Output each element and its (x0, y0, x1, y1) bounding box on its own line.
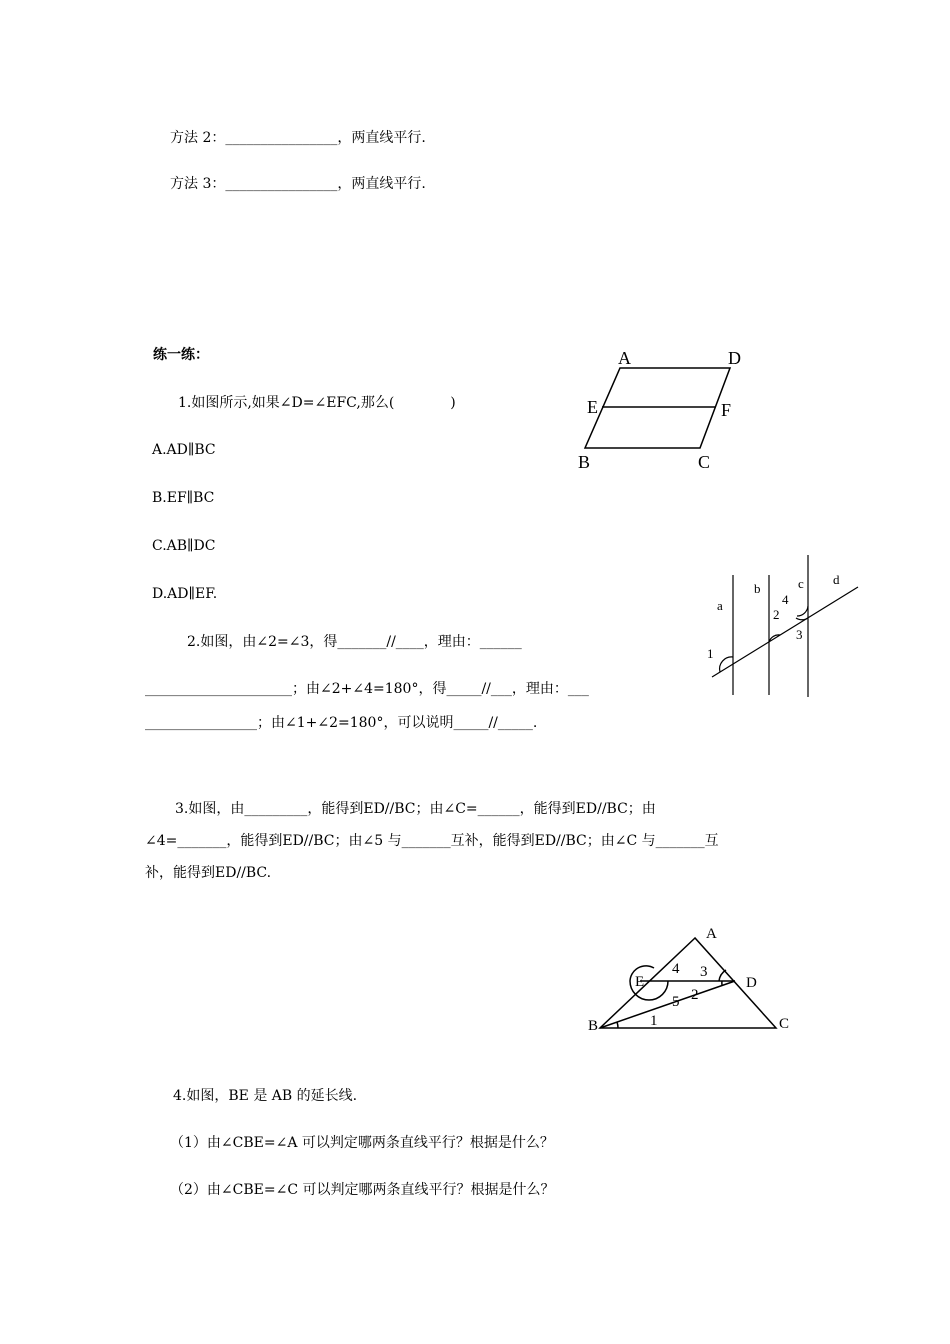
label-a: A (706, 926, 717, 942)
method-2: 方法 2：________________，两直线平行. (170, 130, 426, 146)
q4-stem: 4.如图，BE 是 AB 的延长线. (173, 1088, 358, 1104)
label-b: B (578, 452, 591, 472)
label-e: E (587, 397, 598, 417)
q4-sub-2: （2）由∠CBE=∠C 可以判定哪两条直线平行？根据是什么？ (170, 1182, 555, 1198)
angle-4-arc (797, 606, 808, 616)
label-1: 1 (707, 646, 714, 661)
figure-triangle (580, 918, 800, 1048)
label-4: 4 (782, 592, 789, 607)
q1-option-a: A.AD∥BC (152, 442, 216, 458)
q3-line-3: 补，能得到ED//BC. (145, 865, 272, 881)
method-3: 方法 3：________________，两直线平行. (170, 176, 426, 192)
label-2: 2 (691, 987, 699, 1003)
label-d: d (833, 572, 840, 587)
label-c: C (779, 1016, 790, 1032)
angle-1-arc (720, 657, 733, 672)
q2-line-2: _____________________；由∠2+∠4=180°，得_____//___，理由：___ (145, 681, 589, 697)
label-4: 4 (672, 961, 680, 977)
practice-heading: 练一练： (153, 347, 209, 363)
q1-option-b: B.EF∥BC (152, 490, 215, 506)
label-2: 2 (773, 607, 780, 622)
q1-option-d: D.AD∥EF. (152, 586, 218, 602)
label-5: 5 (672, 994, 680, 1010)
label-1: 1 (650, 1013, 658, 1029)
q1-stem: 1.如图所示,如果∠D=∠EFC,那么( ) (178, 395, 456, 411)
angle-1-arc (617, 1022, 618, 1028)
parallelogram-outline (585, 368, 730, 448)
label-c: C (698, 452, 711, 472)
q1-option-c: C.AB∥DC (152, 538, 216, 554)
label-d: D (746, 975, 757, 991)
label-a: A (618, 348, 631, 368)
label-3: 3 (796, 627, 803, 642)
label-d: D (728, 348, 741, 368)
q4-sub-1: （1）由∠CBE=∠A 可以判定哪两条直线平行？根据是什么？ (170, 1135, 554, 1151)
figure-parallelogram (570, 340, 760, 480)
label-b: B (588, 1018, 599, 1034)
q2-line-1: 2.如图，由∠2=∠3，得_______//____，理由：______ (187, 634, 522, 650)
q3-line-2: ∠4=_______，能得到ED//BC；由∠5 与_______互补，能得到ED//BC；由∠C 与_______互 (145, 833, 719, 849)
label-c: c (798, 576, 804, 591)
label-b: b (754, 581, 761, 596)
label-a: a (717, 598, 723, 613)
q3-line-1: 3.如图，由_________，能得到ED//BC；由∠C=______，能得到ED//BC；由 (175, 801, 656, 817)
label-3: 3 (700, 964, 708, 980)
q2-line-3: ________________；由∠1+∠2=180°，可以说明_____//_____. (145, 715, 538, 731)
figure-parallel-lines (700, 545, 870, 705)
label-e: E (635, 974, 645, 990)
label-f: F (721, 400, 732, 420)
